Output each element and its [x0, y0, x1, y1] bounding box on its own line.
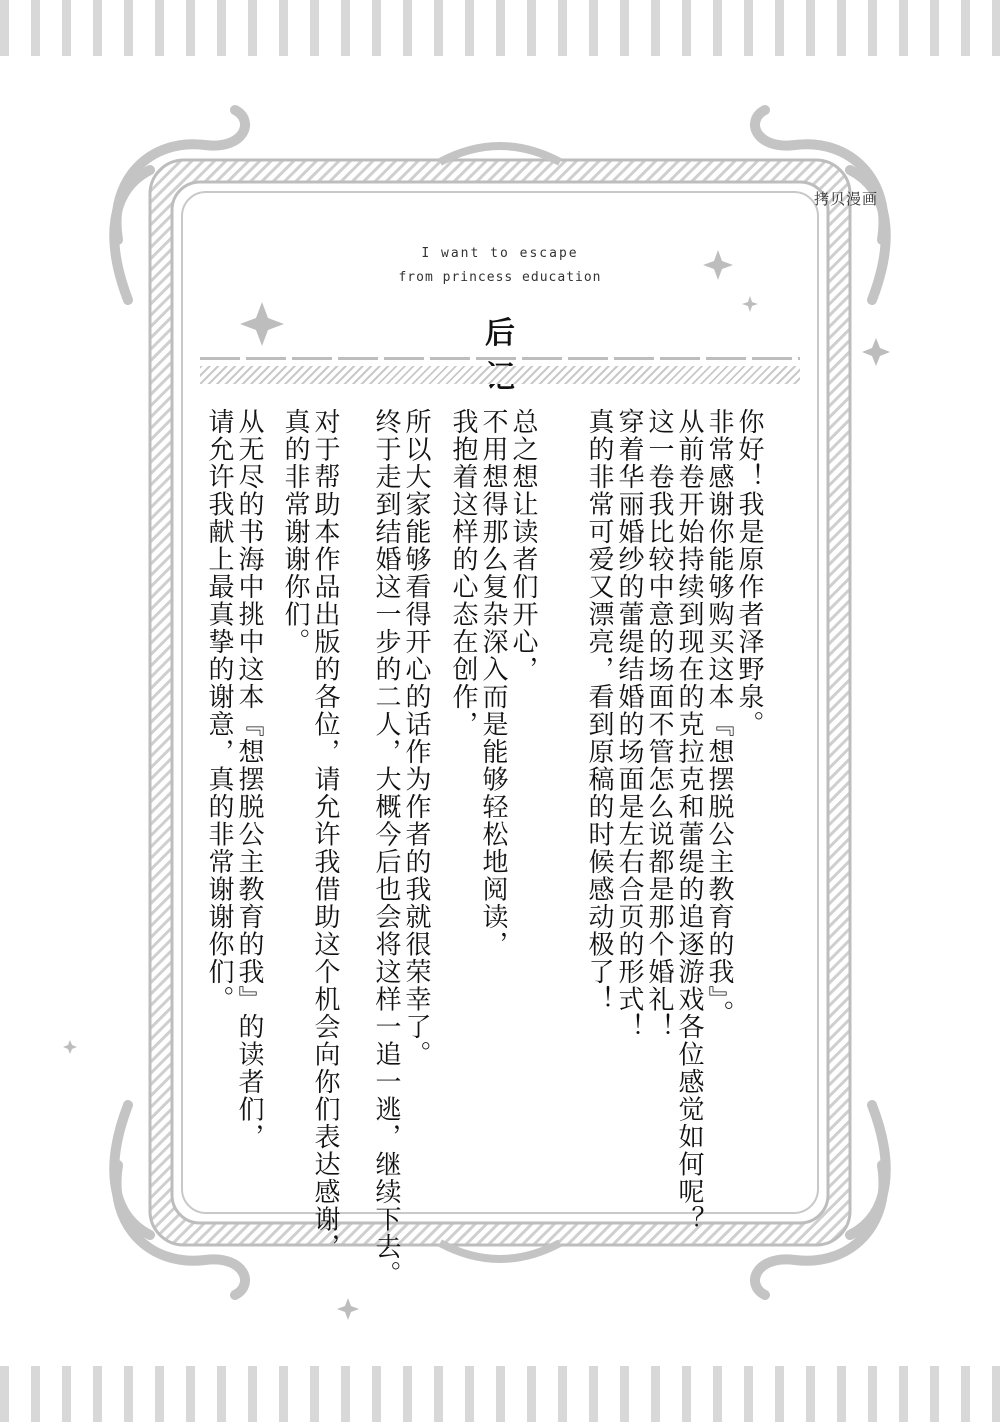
sparkle-icon — [862, 338, 890, 366]
watermark: 拷贝漫画 — [814, 190, 879, 208]
title-divider — [200, 356, 800, 390]
text-column: 穿着华丽婚纱的蕾缇结婚的场面是左右合页的形式！ — [614, 408, 644, 1041]
text-column: 你好！我是原作者泽野泉。 — [734, 408, 764, 738]
text-column: 终于走到结婚这一步的二人，大概今后也会将这样一追一逃，继续下去。 — [371, 408, 401, 1288]
text-column: 请允许我献上最真挚的谢意，真的非常谢谢你们。 — [204, 408, 234, 1013]
text-column: 不用想得那么复杂深入而是能够轻松地阅读， — [478, 408, 508, 958]
text-column: 从前卷开始持续到现在的克拉克和蕾缇的追逐游戏各位感觉如何呢？ — [674, 408, 704, 1233]
text-column: 这一卷我比较中意的场面不管怎么说都是那个婚礼！ — [644, 408, 674, 1041]
text-column: 从无尽的书海中挑中这本『想摆脱公主教育的我』的读者们， — [234, 408, 264, 1151]
text-column: 非常感谢你能够购买这本『想摆脱公主教育的我』。 — [704, 408, 734, 1028]
text-column: 所以大家能够看得开心的话作为作者的我就很荣幸了。 — [401, 408, 431, 1068]
page-title: 后 — [485, 316, 553, 351]
text-column: 真的非常可爱又漂亮，看到原稿的时候感动极了！ — [584, 408, 614, 1013]
sparkle-icon — [63, 1040, 77, 1054]
text-column: 我抱着这样的心态在创作， — [448, 408, 478, 738]
text-column: 总之想让读者们开心， — [508, 408, 538, 683]
subtitle-line-2: from princess education — [398, 270, 602, 285]
sparkle-icon — [337, 1298, 359, 1320]
text-column: 对于帮助本作品出版的各位，请允许我借助这个机会向你们表达感谢， — [310, 408, 340, 1261]
subtitle-line-1: I want to escape — [421, 246, 579, 261]
text-column: 真的非常谢谢你们。 — [280, 408, 310, 656]
